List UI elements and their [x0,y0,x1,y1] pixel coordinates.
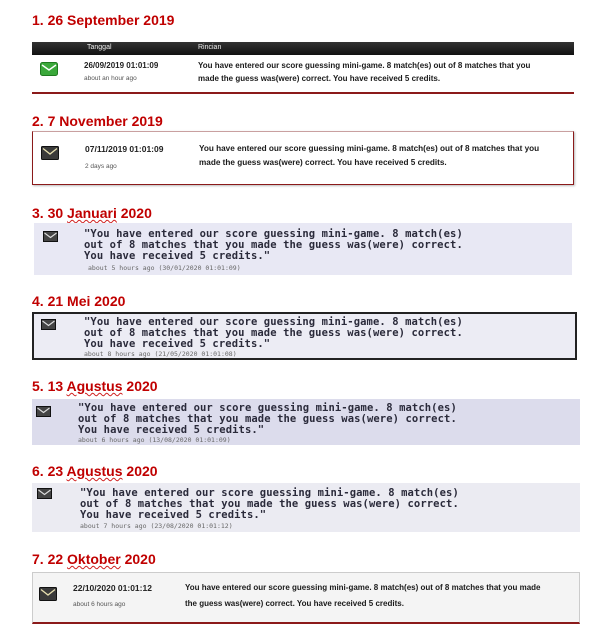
message-line-2: out of 8 matches that you made the guess was(were) correct. [80,498,459,510]
time-ago: about 6 hours ago (13/08/2020 01:01:09) [78,436,231,444]
message-line-2: out of 8 matches that you made the guess was(were) correct. [84,327,463,339]
envelope-icon [36,406,51,417]
heading-4: 4. 21 Mei 2020 [32,293,126,309]
date: 07/11/2019 01:01:09 [85,144,164,154]
heading-6: 6. 23 Agustus 2020 [32,463,158,479]
time-ago: about an hour ago [84,75,137,82]
message-line-2: made the guess was(were) correct. You have received 5 credits. [198,74,441,83]
time-ago: about 7 hours ago (23/08/2020 01:01:12) [80,522,233,530]
time-ago: 2 days ago [85,163,117,170]
time-ago: about 6 hours ago [73,601,126,608]
col-date-header: Tanggal [87,44,112,51]
message-line-1: You have entered our score guessing mini-game. 8 match(es) out of 8 matches that you [198,61,531,70]
heading-1: 1. 26 September 2019 [32,12,175,28]
message-line-2: made the guess was(were) correct. You have received 5 credits. [199,158,447,167]
notification-row-1 [32,42,574,94]
message-line-2: out of 8 matches that you made the guess was(were) correct. [78,413,457,425]
notification-row-2 [32,131,574,185]
heading-3: 3. 30 Januari 2020 [32,205,152,221]
message-line-1: You have entered our score guessing mini-game. 8 match(es) out of 8 matches that you [199,144,540,153]
envelope-open-green-icon [40,62,58,76]
date: 26/09/2019 01:01:09 [84,61,159,70]
message-line-2: the guess was(were) correct. You have received 5 credits. [185,599,404,608]
notification-row-4 [32,312,577,360]
message-line-3: You have received 5 credits." [80,509,267,521]
date: 22/10/2020 01:01:12 [73,583,152,593]
envelope-icon [41,146,59,160]
envelope-icon [37,488,52,499]
message-line-1: "You have entered our score guessing mini-game. 8 match(es) [80,487,459,499]
message-line-1: "You have entered our score guessing mini-game. 8 match(es) [78,402,457,414]
time-ago: about 8 hours ago (21/05/2020 01:01:08) [84,350,237,358]
message-line-1: You have entered our score guessing mini-game. 8 match(es) out of 8 matches that you made [185,583,541,592]
col-detail-header: Rincian [198,44,222,51]
notification-row-6 [32,483,580,532]
envelope-icon [41,319,56,330]
message-line-3: You have received 5 credits." [78,424,265,436]
time-ago: about 5 hours ago (30/01/2020 01:01:09) [88,264,241,272]
message-line-1: "You have entered our score guessing mini-game. 8 match(es) [84,316,463,328]
envelope-icon [43,231,58,242]
notification-row-5 [32,399,580,445]
message-line-3: You have received 5 credits." [84,338,271,350]
heading-7: 7. 22 Oktober 2020 [32,551,156,567]
message-line-3: You have received 5 credits." [84,250,271,262]
message-line-2: out of 8 matches that you made the guess was(were) correct. [84,239,463,251]
envelope-icon [39,587,57,601]
heading-5: 5. 13 Agustus 2020 [32,378,158,394]
message-line-1: "You have entered our score guessing mini-game. 8 match(es) [84,228,463,240]
table-header [32,42,574,55]
heading-2: 2. 7 November 2019 [32,113,163,129]
notification-row-7 [32,572,580,624]
notification-row-3 [34,223,572,275]
